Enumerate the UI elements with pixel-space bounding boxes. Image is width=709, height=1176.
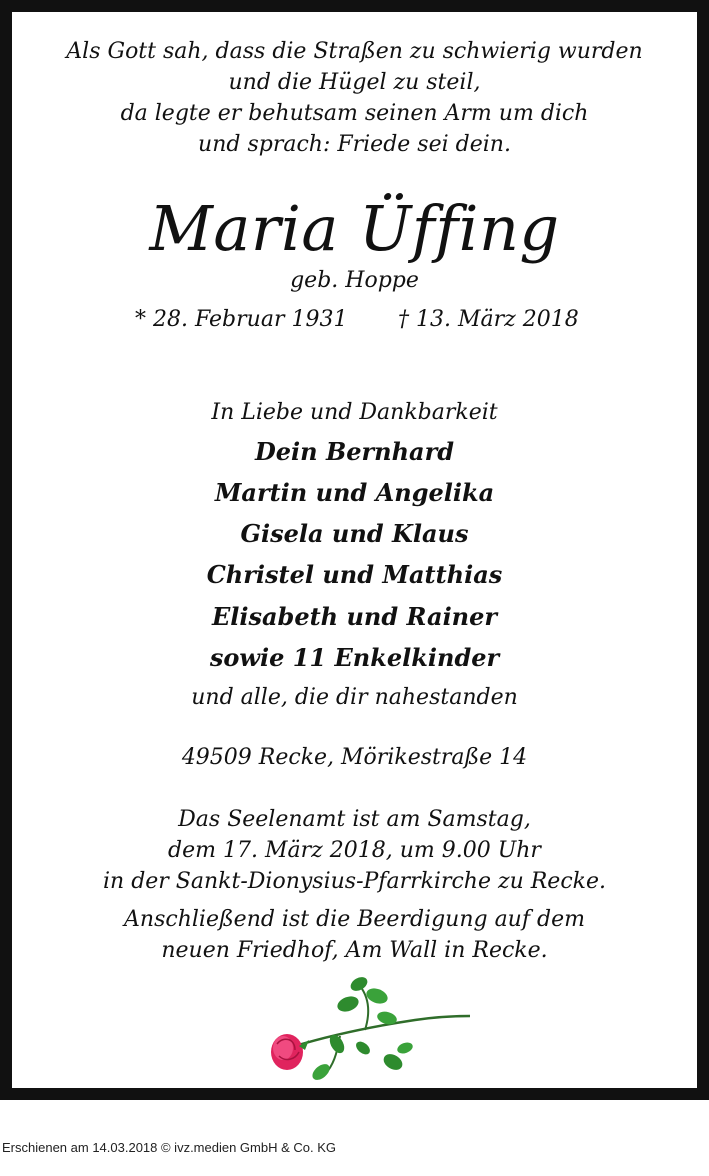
deceased-name: Maria Üffing bbox=[149, 192, 560, 265]
family-line-5: Elisabeth und Rainer bbox=[211, 602, 498, 631]
poem-line-2: und die Hügel zu steil, bbox=[228, 70, 481, 95]
service-line-2: dem 17. März 2018, um 9.00 Uhr bbox=[168, 838, 541, 863]
poem-line-1: Als Gott sah, dass die Straßen zu schwierig wurden bbox=[66, 39, 643, 64]
burial-line-2: neuen Friedhof, Am Wall in Recke. bbox=[161, 938, 548, 963]
closing-text: und alle, die dir nahestanden bbox=[191, 685, 518, 710]
family-line-4: Christel und Matthias bbox=[206, 560, 503, 589]
family-line-1: Dein Bernhard bbox=[254, 437, 455, 466]
family-line-6: sowie 11 Enkelkinder bbox=[209, 643, 500, 672]
life-dates bbox=[12, 307, 697, 337]
family-line-2: Martin und Angelika bbox=[214, 478, 495, 507]
notice-content bbox=[12, 12, 697, 1088]
burial-line-1: Anschließend ist die Beerdigung auf dem bbox=[124, 907, 585, 932]
maiden-name: geb. Hoppe bbox=[290, 268, 419, 293]
family-line-3: Gisela und Klaus bbox=[240, 519, 469, 548]
birth-date: * 28. Februar 1931 bbox=[135, 307, 348, 332]
intro-text: In Liebe und Dankbarkeit bbox=[211, 400, 498, 425]
death-date: † 13. März 2018 bbox=[398, 307, 579, 332]
service-line-1: Das Seelenamt ist am Samstag, bbox=[178, 807, 531, 832]
poem-line-3: da legte er behutsam seinen Arm um dich bbox=[120, 101, 589, 126]
service-line-3: in der Sankt-Dionysius-Pfarrkirche zu Recke. bbox=[103, 869, 606, 894]
address-text: 49509 Recke, Mörikestraße 14 bbox=[181, 745, 528, 770]
publication-footer: Erschienen am 14.03.2018 © ivz.medien GmbH & Co. KG bbox=[2, 1140, 337, 1155]
poem-line-4: und sprach: Friede sei dein. bbox=[198, 132, 511, 157]
rose-image bbox=[255, 974, 485, 1088]
